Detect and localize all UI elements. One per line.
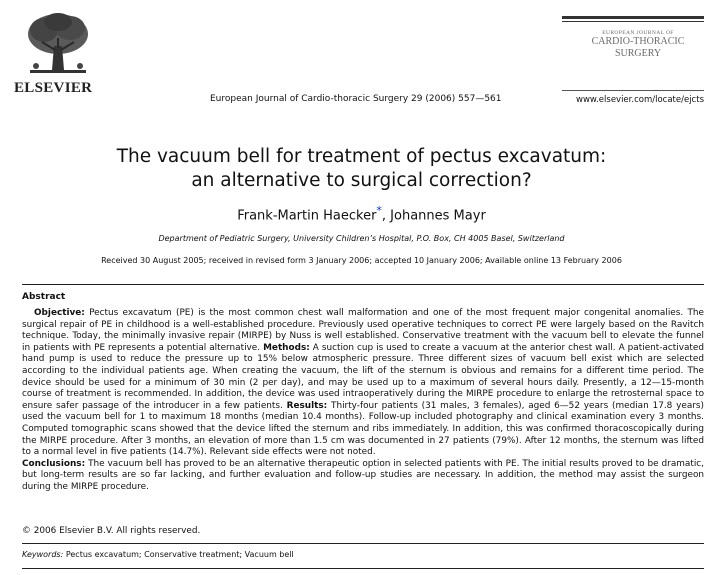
- journal-masthead: [562, 16, 704, 105]
- elsevier-tree-icon: [24, 10, 92, 78]
- results-label: Results:: [286, 400, 328, 411]
- article-title: [0, 145, 723, 193]
- conclusions-label: Conclusions:: [22, 458, 86, 469]
- objective-label: Objective:: [34, 308, 85, 318]
- journal-name-line1: EUROPEAN JOURNAL OF: [602, 30, 674, 36]
- keywords-label: Keywords:: [22, 550, 64, 559]
- methods-text: A suction cup is used to create a vacuum at the anterior chest wall. A patient-activated hand pump is used to reduce the pressure up to 15% below atmospheric pressure. Three different sizes of vacuum bell exist which are selected according to the individual patients age. When creating the vacuum, the lift of the sternum is obvious and remains for a different time period. The device should be used for a minimum of 30 min (2 per day), and may be used up to a maximum of several hours daily. Presently, a 12—15-month course of treatment is recommended. In addition, the device was used intraoperatively during the MIRPE procedure to enlarge the retrosternal space to ensure safer passage of the introducer in a few patients.: [22, 342, 704, 411]
- corresponding-author-link[interactable]: *: [376, 204, 382, 217]
- author-name: , Johannes Mayr: [381, 208, 486, 224]
- journal-name-line2: CARDIO-THORACIC: [591, 36, 685, 47]
- masthead-rule-thick: [562, 16, 704, 19]
- abstract-top-rule: [22, 284, 704, 285]
- keywords-text: Pectus excavatum; Conservative treatment; Vacuum bell: [63, 550, 294, 559]
- affiliation: Department of Pediatric Surgery, University Children’s Hospital, P.O. Box, CH 4005 Basel, Switzerland: [158, 234, 565, 243]
- title-line-1: The vacuum bell for treatment of pectus excavatum:: [116, 146, 607, 167]
- conclusions-text: The vacuum bell has proved to be an alternative therapeutic option in selected patients with PE. The initial results proved to be dramatic, but long-term results are so far lacking, and further evaluation and follow-up studies are necessary. In addition, the method may assist the surgeon during the MIRPE procedure.: [22, 458, 704, 492]
- keywords: [22, 550, 294, 559]
- title-line-2: an alternative to surgical correction?: [191, 170, 532, 191]
- copyright-notice: © 2006 Elsevier B.V. All rights reserved.: [22, 526, 201, 536]
- author-name: Frank-Martin Haecker: [237, 208, 377, 224]
- publisher-name: ELSEVIER: [14, 80, 93, 96]
- journal-url-link[interactable]: www.elsevier.com/locate/ejcts: [576, 95, 704, 105]
- author-list: [0, 204, 723, 223]
- journal-name-line3: SURGERY: [614, 48, 662, 59]
- results-text: Thirty-four patients (31 males, 3 females), aged 6—52 years (median 17.8 years) used the vacuum bell for 1 to maximum 18 months (median 10.4 months). Follow-up included photography and clinical examination every 3 months. Computed tomographic scans showed that the device lifted the sternum and ribs immediately. In addition, this was confirmed thoracoscopically during the MIRPE procedure. After 3 months, an elevation of more than 1.5 cm was documented in 27 patients (79%). After 12 months, the sternum was lifted to a normal level in five patients (14.7%). Relevant side effects were not noted.: [22, 400, 704, 458]
- keywords-bottom-rule: [22, 568, 704, 569]
- masthead-rule-thin: [562, 21, 704, 22]
- journal-citation: European Journal of Cardio-thoracic Surgery 29 (2006) 557—561: [210, 94, 502, 104]
- masthead-rule-bottom: [562, 90, 704, 91]
- abstract-body: [22, 308, 704, 494]
- publisher-logo: [14, 10, 100, 97]
- objective-text: Pectus excavatum (PE) is the most common chest wall malformation and one of the most frequent major congenital anomalies. The surgical repair of PE in childhood is a well-established procedure. Previously used operative techniques to correct PE were largely based on the Ravitch technique. Today, the minimally invasive repair (MIRPE) by Nuss is well established. Conservative treatment with the vacuum bell to elevate the funnel in patients with PE represents a potential alternative.: [22, 308, 704, 353]
- abstract-heading: Abstract: [22, 292, 66, 302]
- article-dates: Received 30 August 2005; received in revised form 3 January 2006; accepted 10 January 2006; Available online 13 February 2006: [101, 256, 622, 265]
- methods-label: Methods:: [263, 342, 310, 353]
- keywords-top-rule: [22, 543, 704, 544]
